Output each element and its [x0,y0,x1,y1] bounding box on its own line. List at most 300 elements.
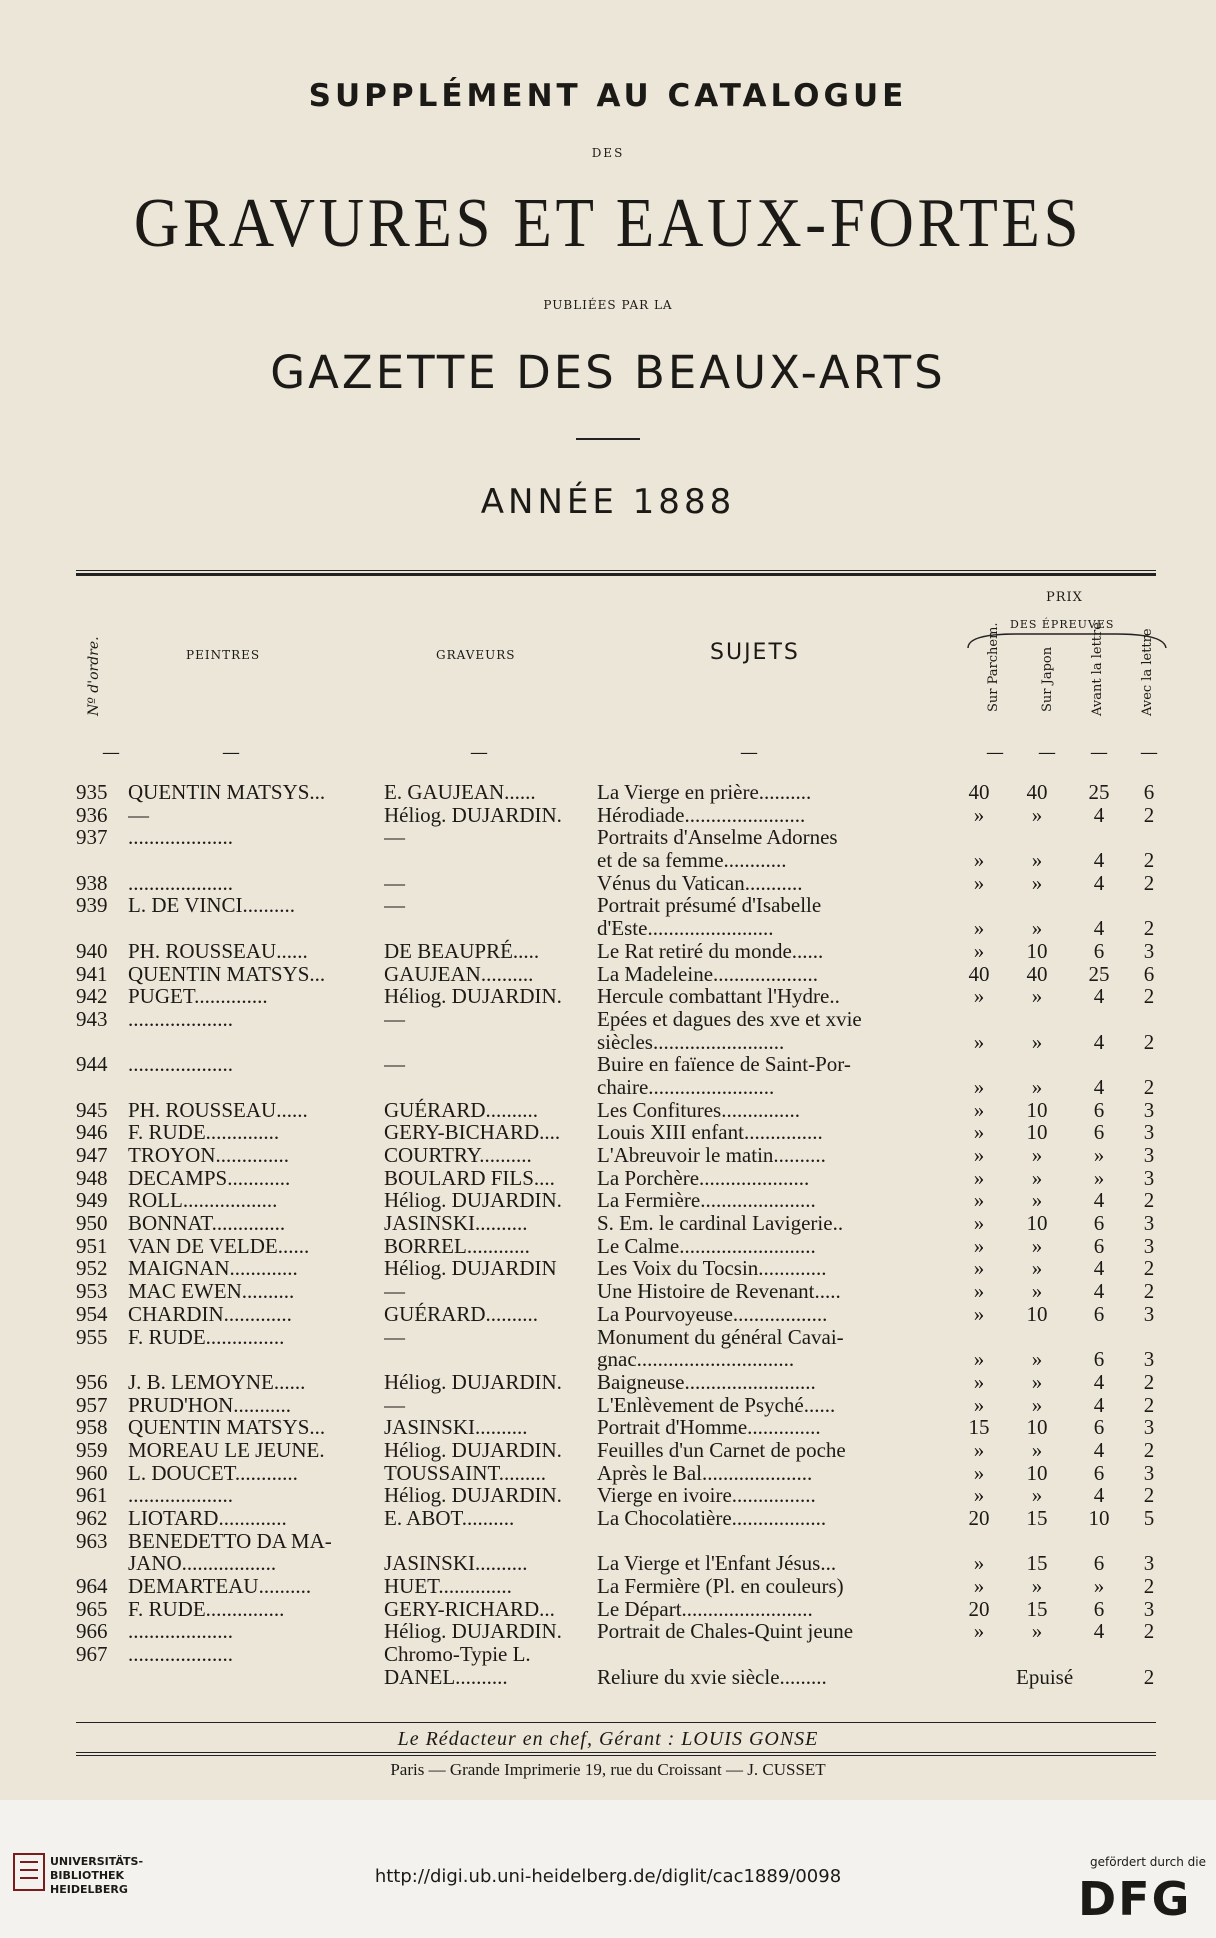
avant-lettre-label: Avant la lettre [1090,622,1105,716]
ordre-number: 938 [76,870,108,895]
subject-cell: La Madeleine.................... [597,961,819,986]
price-avant-lettre-cell: 4 [1093,1188,1105,1213]
price-japon-cell: 15 [1026,1551,1048,1576]
publiees-label: PUBLIÉES PAR LA [543,298,673,312]
price-parchemin-cell: » [973,802,985,827]
price-japon-cell: » [1031,1029,1043,1054]
ordre-number: 957 [76,1392,108,1417]
price-parchemin-cell: 40 [968,780,990,804]
table-row [0,825,1216,848]
table-row [0,916,1216,939]
price-avant-lettre-cell: 4 [1093,802,1105,827]
subject-cell: Portrait présumé d'Isabelle [597,893,822,918]
price-avec-lettre-cell: 2 [1143,1029,1155,1054]
ordre-number: 964 [76,1574,108,1599]
footer-rule-mid [76,1752,1156,1753]
ordre-number: 946 [76,1120,108,1145]
price-parchemin-cell: » [973,1392,985,1417]
subject-cell: Hérodiade....................... [597,802,806,827]
subject-cell: Le Départ......................... [597,1596,813,1621]
painter-cell: VAN DE VELDE...... [128,1233,310,1258]
price-parchemin-cell: » [973,1279,985,1304]
subject-cell: et de sa femme............ [597,848,787,873]
painter-cell: QUENTIN MATSYS... [128,1415,326,1440]
subject-cell: siècles......................... [597,1029,785,1054]
ordre-number: 940 [76,938,108,963]
subject-cell: Baigneuse......................... [597,1369,816,1394]
painter-cell: PRUD'HON........... [128,1392,292,1417]
subject-cell: Le Calme.......................... [597,1233,816,1258]
table-row [0,1415,1216,1438]
column-dash: — [1090,742,1108,763]
price-avec-lettre-cell: 3 [1143,1120,1155,1145]
painter-cell: QUENTIN MATSYS... [128,961,326,986]
subject-cell: Les Confitures............... [597,1097,800,1122]
subject-cell: S. Em. le cardinal Lavigerie.. [597,1211,844,1236]
subject-cell: Après le Bal..................... [597,1460,813,1485]
table-row [0,1211,1216,1234]
ordre-number: 941 [76,961,108,986]
price-avec-lettre-cell: 3 [1143,1415,1155,1440]
price-japon-cell: » [1031,1483,1043,1508]
price-parchemin-cell: » [973,984,985,1009]
price-avant-lettre-cell: 4 [1093,1392,1105,1417]
subject-cell: La Porchère..................... [597,1165,810,1190]
painter-cell: LIOTARD............. [128,1506,287,1530]
table-row [0,1007,1216,1030]
engraver-cell: BOULARD FILS.... [384,1165,555,1190]
price-japon-cell: » [1031,1233,1043,1258]
ordre-number: 937 [76,825,108,850]
price-avec-lettre-cell: 2 [1143,870,1155,895]
sur-parchemin-label: Sur Parchem. [986,622,1001,712]
engraver-cell: — [384,1324,405,1349]
subject-cell: Buire en faïence de Saint-Por- [597,1052,851,1077]
uni-line-2: BIBLIOTHEK [50,1869,125,1882]
price-avant-lettre-cell: 6 [1093,1460,1105,1485]
price-avant-lettre-cell: 6 [1093,1415,1105,1440]
table-row [0,1098,1216,1121]
price-avec-lettre-cell: 2 [1143,1074,1155,1099]
ordre-number: 939 [76,893,108,918]
peintres-label: PEINTRES [186,648,261,662]
column-dash: — [740,742,758,763]
painter-cell: MAIGNAN............. [128,1256,298,1281]
footer-rule-mid-2 [76,1755,1156,1756]
top-rule-thin [76,570,1156,571]
sur-japon-label: Sur Japon [1040,646,1055,712]
engraver-cell: DANEL.......... [384,1664,508,1689]
price-parchemin-cell: » [973,1551,985,1576]
engraver-cell: TOUSSAINT......... [384,1460,546,1485]
ordre-number: 949 [76,1188,108,1213]
price-avec-lettre-cell: 3 [1143,1211,1155,1236]
painter-cell: MOREAU LE JEUNE. [128,1437,325,1462]
subject-cell: gnac.............................. [597,1347,795,1372]
table-row [0,1506,1216,1529]
table-row [0,1347,1216,1370]
price-parchemin-cell: » [973,1369,985,1394]
des-epreuves-label: DES ÉPREUVES [1010,618,1115,631]
painter-cell: .................... [128,1642,233,1667]
ordre-number: 943 [76,1006,108,1031]
subject-cell: Le Rat retiré du monde...... [597,938,824,963]
painter-cell: L. DOUCET............ [128,1460,298,1485]
table-row [0,1234,1216,1257]
price-avec-lettre-cell: 6 [1143,780,1155,804]
subject-cell: La Vierge et l'Enfant Jésus... [597,1551,837,1576]
painter-cell: CHARDIN............. [128,1301,292,1326]
price-parchemin-cell: » [973,1256,985,1281]
price-japon-cell: » [1031,1619,1043,1644]
price-japon-cell: 10 [1026,1097,1048,1122]
table-row [0,1325,1216,1348]
year-heading: ANNÉE 1888 [480,482,736,522]
price-japon-cell: » [1031,1437,1043,1462]
price-parchemin-cell: 20 [968,1596,990,1621]
price-parchemin-cell: » [973,1097,985,1122]
ordre-number: 950 [76,1211,108,1236]
table-row [0,871,1216,894]
price-japon-cell: » [1031,1392,1043,1417]
price-avec-lettre-cell: 2 [1143,1437,1155,1462]
price-japon-cell: » [1031,848,1043,873]
price-avant-lettre-cell: 4 [1093,984,1105,1009]
price-avec-lettre-cell: 2 [1143,1483,1155,1508]
engraver-cell: JASINSKI.......... [384,1415,528,1440]
ordre-number: 953 [76,1279,108,1304]
subject-cell: Portrait de Chales-Quint jeune [597,1619,854,1644]
price-avant-lettre-cell: 4 [1093,848,1105,873]
subject-cell: La Chocolatière.................. [597,1506,827,1530]
price-japon-cell: Epuisé [1016,1664,1074,1689]
subject-cell: Vénus du Vatican........... [597,870,803,895]
subject-cell: La Fermière (Pl. en couleurs) [597,1574,844,1599]
subject-cell: Feuilles d'un Carnet de poche [597,1437,846,1462]
painter-cell: TROYON.............. [128,1143,289,1167]
price-avec-lettre-cell: 2 [1143,1619,1155,1644]
price-japon-cell: » [1031,984,1043,1009]
price-japon-cell: 10 [1026,1301,1048,1326]
dfg-logo[interactable]: DFG [1078,1872,1192,1926]
engraver-cell: JASINSKI.......... [384,1211,528,1236]
price-parchemin-cell: » [973,1074,985,1099]
price-avant-lettre-cell: 4 [1093,1369,1105,1394]
subject-cell: chaire........................ [597,1074,775,1099]
subject-cell: Epées et dagues des xve et xvie [597,1006,862,1031]
ordre-number: 963 [76,1528,108,1553]
engraver-cell: Héliog. DUJARDIN. [384,1369,562,1394]
price-parchemin-cell: 40 [968,961,990,986]
painter-cell: F. RUDE............... [128,1324,285,1349]
price-avec-lettre-cell: 3 [1143,1165,1155,1190]
price-parchemin-cell: » [973,848,985,873]
column-dash: — [102,742,120,763]
no-ordre-label: Nº d'ordre. [86,636,102,716]
engraver-cell: Héliog. DUJARDIN. [384,1483,562,1508]
price-japon-cell: » [1031,1074,1043,1099]
price-avec-lettre-cell: 2 [1143,1256,1155,1281]
catalogue-table [0,780,1216,1688]
price-avant-lettre-cell: 6 [1093,1233,1105,1258]
title-rule [576,438,640,440]
price-avec-lettre-cell: 3 [1143,1233,1155,1258]
editor-line: Le Rédacteur en chef, Gérant : LOUIS GONSE [397,1728,819,1750]
subject-cell: Vierge en ivoire................ [597,1483,816,1508]
uni-line-1: UNIVERSITÄTS- [50,1855,144,1868]
ordre-number: 944 [76,1052,108,1077]
engraver-cell: BORREL............ [384,1233,530,1258]
price-avant-lettre-cell: 4 [1093,1483,1105,1508]
price-avant-lettre-cell: 4 [1093,1029,1105,1054]
graveurs-label: GRAVEURS [436,648,516,662]
table-row [0,1438,1216,1461]
ordre-number: 965 [76,1596,108,1621]
table-row [0,1302,1216,1325]
price-japon-cell: » [1031,1256,1043,1281]
sujets-label: SUJETS [710,640,800,665]
price-avec-lettre-cell: 3 [1143,1460,1155,1485]
price-parchemin-cell: » [973,1437,985,1462]
price-avant-lettre-cell: 4 [1093,1619,1105,1644]
painter-cell: F. RUDE.............. [128,1120,280,1145]
price-japon-cell: 40 [1026,961,1048,986]
price-japon-cell: » [1031,1165,1043,1190]
price-japon-cell: » [1031,1347,1043,1372]
permalink-url[interactable]: http://digi.ub.uni-heidelberg.de/diglit/cac1889/0098 [374,1866,842,1887]
price-avec-lettre-cell: 3 [1143,1347,1155,1372]
engraver-cell: Héliog. DUJARDIN [384,1256,557,1281]
price-japon-cell: » [1031,916,1043,941]
price-avant-lettre-cell: 4 [1093,1437,1105,1462]
table-row [0,1551,1216,1574]
table-row [0,962,1216,985]
subject-cell: Portrait d'Homme.............. [597,1415,821,1440]
price-avec-lettre-cell: 3 [1143,1143,1155,1167]
ordre-number: 961 [76,1483,108,1508]
ordre-number: 955 [76,1324,108,1349]
engraver-cell: JASINSKI.......... [384,1551,528,1576]
price-parchemin-cell: » [973,1574,985,1599]
gazette-title: GAZETTE DES BEAUX-ARTS [270,346,946,399]
engraver-cell: Héliog. DUJARDIN. [384,984,562,1009]
price-avec-lettre-cell: 2 [1143,1574,1155,1599]
printer-line: Paris — Grande Imprimerie 19, rue du Croissant — J. CUSSET [390,1760,826,1779]
ordre-number: 958 [76,1415,108,1440]
price-japon-cell: 15 [1026,1596,1048,1621]
subject-cell: L'Abreuvoir le matin.......... [597,1143,826,1167]
price-avec-lettre-cell: 2 [1143,916,1155,941]
painter-cell: BENEDETTO DA MA- [128,1528,332,1553]
footer-rule-top [76,1722,1156,1723]
table-row [0,1030,1216,1053]
ordre-number: 951 [76,1233,108,1258]
engraver-cell: E. ABOT.......... [384,1506,515,1530]
price-avec-lettre-cell: 2 [1143,1392,1155,1417]
engraver-cell: DE BEAUPRÉ..... [384,938,540,963]
ordre-number: 966 [76,1619,108,1644]
price-avant-lettre-cell: 6 [1093,1551,1105,1576]
price-parchemin-cell: 20 [968,1506,990,1530]
painter-cell: — [128,802,149,827]
ordre-number: 945 [76,1097,108,1122]
subject-cell: Monument du général Cavai- [597,1324,844,1349]
price-japon-cell: » [1031,1369,1043,1394]
price-japon-cell: 10 [1026,938,1048,963]
subject-cell: La Fermière...................... [597,1188,816,1213]
subject-cell: L'Enlèvement de Psyché...... [597,1392,836,1417]
price-japon-cell: » [1031,1574,1043,1599]
subject-cell: Louis XIII enfant............... [597,1120,823,1145]
price-parchemin-cell: 15 [968,1415,990,1440]
ordre-number: 962 [76,1506,108,1530]
ordre-number: 960 [76,1460,108,1485]
price-avec-lettre-cell: 5 [1143,1506,1155,1530]
price-parchemin-cell: » [973,1301,985,1326]
price-avant-lettre-cell: » [1093,1574,1105,1599]
ordre-number: 952 [76,1256,108,1281]
engraver-cell: GUÉRARD.......... [384,1301,539,1326]
price-parchemin-cell: » [973,1165,985,1190]
table-row [0,1120,1216,1143]
price-japon-cell: 40 [1026,780,1048,804]
price-avec-lettre-cell: 2 [1143,1664,1155,1689]
table-row [0,984,1216,1007]
engraver-cell: Héliog. DUJARDIN. [384,1619,562,1644]
top-rule-thick [76,573,1156,576]
table-row [0,1393,1216,1416]
engraver-cell: E. GAUJEAN...... [384,780,536,804]
price-avec-lettre-cell: 3 [1143,1596,1155,1621]
subject-cell: Hercule combattant l'Hydre.. [597,984,840,1009]
prix-label: PRIX [1046,590,1083,605]
ordre-number: 947 [76,1143,108,1167]
engraver-cell: Héliog. DUJARDIN. [384,1188,562,1213]
engraver-cell: GAUJEAN.......... [384,961,534,986]
table-row [0,1642,1216,1665]
painter-cell: JANO.................. [128,1551,277,1576]
supplement-heading: SUPPLÉMENT AU CATALOGUE [308,78,908,114]
painter-cell: .................... [128,870,233,895]
price-avec-lettre-cell: 2 [1143,1188,1155,1213]
avec-lettre-label: Avec la lettre [1140,628,1155,716]
price-avec-lettre-cell: 2 [1143,848,1155,873]
subject-cell: Une Histoire de Revenant..... [597,1279,841,1304]
price-parchemin-cell: » [973,1120,985,1145]
engraver-cell: HUET.............. [384,1574,512,1599]
price-parchemin-cell: » [973,1211,985,1236]
price-parchemin-cell: » [973,1483,985,1508]
table-row [0,1483,1216,1506]
subject-cell: d'Este........................ [597,916,774,941]
price-japon-cell: 15 [1026,1506,1048,1530]
subject-cell: La Pourvoyeuse.................. [597,1301,828,1326]
subject-cell: La Vierge en prière.......... [597,780,812,804]
price-japon-cell: 10 [1026,1211,1048,1236]
subject-cell: Les Voix du Tocsin............. [597,1256,827,1281]
column-dash: — [222,742,240,763]
painter-cell: PH. ROUSSEAU...... [128,1097,308,1122]
engraver-cell: — [384,1006,405,1031]
painter-cell: ROLL.................. [128,1188,278,1213]
ordre-number: 954 [76,1301,108,1326]
price-avec-lettre-cell: 3 [1143,1551,1155,1576]
price-avant-lettre-cell: 4 [1093,916,1105,941]
ordre-number: 936 [76,802,108,827]
price-parchemin-cell: » [973,938,985,963]
price-parchemin-cell: » [973,1460,985,1485]
ordre-number: 935 [76,780,108,804]
table-row [0,848,1216,871]
engraver-cell: — [384,1392,405,1417]
price-avant-lettre-cell: 4 [1093,870,1105,895]
price-parchemin-cell: » [973,1188,985,1213]
painter-cell: F. RUDE............... [128,1596,285,1621]
engraver-cell: Chromo-Typie L. [384,1642,531,1667]
engraver-cell: Héliog. DUJARDIN. [384,802,562,827]
column-dash: — [1038,742,1056,763]
price-japon-cell: » [1031,1279,1043,1304]
engraver-cell: — [384,825,405,850]
column-dash: — [986,742,1004,763]
painter-cell: .................... [128,1006,233,1031]
table-row [0,1529,1216,1552]
ordre-number: 956 [76,1369,108,1394]
price-avec-lettre-cell: 3 [1143,1097,1155,1122]
table-row [0,1188,1216,1211]
painter-cell: .................... [128,1619,233,1644]
price-parchemin-cell: » [973,1347,985,1372]
price-japon-cell: » [1031,1188,1043,1213]
price-avant-lettre-cell: 25 [1088,780,1110,804]
table-row [0,1619,1216,1642]
price-japon-cell: » [1031,1143,1043,1167]
table-row [0,1075,1216,1098]
subject-cell: Portraits d'Anselme Adornes [597,825,838,850]
table-row [0,803,1216,826]
column-dash: — [1140,742,1158,763]
price-japon-cell: » [1031,802,1043,827]
price-avant-lettre-cell: 6 [1093,1347,1105,1372]
table-row [0,1574,1216,1597]
price-avant-lettre-cell: 4 [1093,1256,1105,1281]
painter-cell: DEMARTEAU.......... [128,1574,312,1599]
table-row [0,1461,1216,1484]
engraver-cell: GERY-BICHARD.... [384,1120,561,1145]
price-parchemin-cell: » [973,1619,985,1644]
ordre-number: 967 [76,1642,108,1667]
table-row [0,1597,1216,1620]
table-row [0,780,1216,803]
main-title: GRAVURES ET EAUX-FORTES [133,185,1083,262]
price-avec-lettre-cell: 2 [1143,1279,1155,1304]
price-avec-lettre-cell: 2 [1143,802,1155,827]
painter-cell: DECAMPS............ [128,1165,291,1190]
painter-cell: L. DE VINCI.......... [128,893,296,918]
table-row [0,893,1216,916]
price-parchemin-cell: » [973,870,985,895]
price-avant-lettre-cell: 6 [1093,1596,1105,1621]
price-avant-lettre-cell: 4 [1093,1279,1105,1304]
price-japon-cell: » [1031,870,1043,895]
painter-cell: PUGET.............. [128,984,268,1009]
table-row [0,1256,1216,1279]
ordre-number: 959 [76,1437,108,1462]
uni-line-3: HEIDELBERG [50,1883,128,1896]
price-avant-lettre-cell: 6 [1093,1120,1105,1145]
painter-cell: .................... [128,825,233,850]
price-avant-lettre-cell: 6 [1093,1211,1105,1236]
